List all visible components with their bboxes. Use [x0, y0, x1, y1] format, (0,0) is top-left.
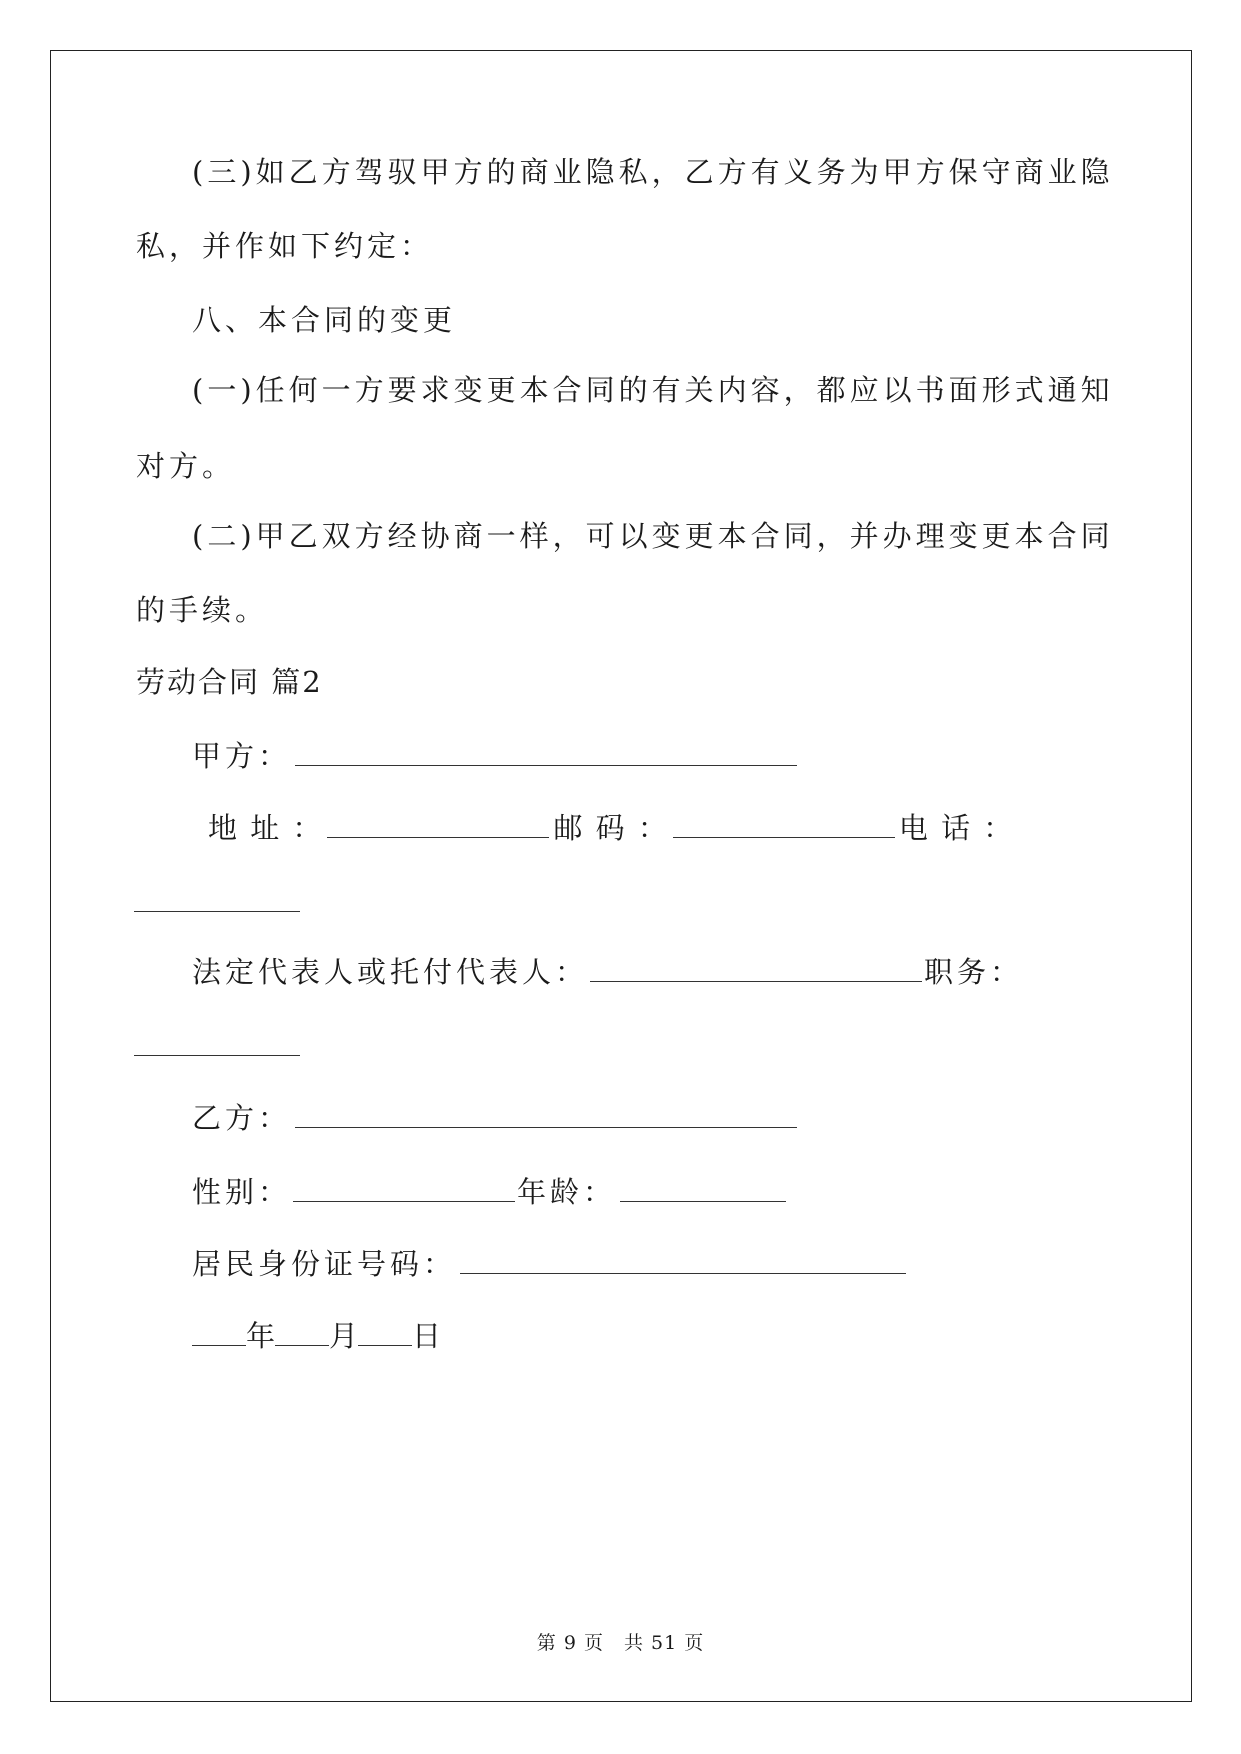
- position-label: 职务：: [924, 955, 1024, 989]
- address-row: [208, 810, 1014, 846]
- paragraph-3-line-2: 私，并作如下约定：: [136, 229, 434, 263]
- party-a-blank[interactable]: [295, 739, 797, 766]
- party-b-blank[interactable]: [295, 1101, 797, 1128]
- phone-label: 电 话 ：: [898, 811, 1015, 845]
- phone-blank[interactable]: [134, 885, 300, 912]
- paragraph-8-1-line-1: (一)任何一方要求变更本合同的有关内容，都应以书面形式通知: [192, 373, 1114, 407]
- paragraph-3-line-1: (三)如乙方驾驭甲方的商业隐私，乙方有义务为甲方保守商业隐: [192, 155, 1114, 189]
- paragraph-8-1-line-2: 对方。: [136, 449, 236, 483]
- month-blank[interactable]: [275, 1319, 329, 1346]
- id-number-blank[interactable]: [460, 1247, 906, 1274]
- contract-heading-2: 劳动合同 篇2: [136, 665, 323, 699]
- age-label: 年龄：: [517, 1175, 617, 1209]
- gender-label: 性别：: [192, 1175, 292, 1209]
- id-number-label: 居民身份证号码：: [192, 1247, 457, 1281]
- address-label: 地 址 ：: [208, 811, 324, 845]
- address-blank[interactable]: [327, 811, 549, 838]
- day-label: 日: [412, 1319, 442, 1353]
- party-a-label: 甲方：: [192, 739, 292, 773]
- representative-row: [192, 954, 1023, 990]
- gender-age-row: [192, 1174, 790, 1210]
- postcode-label: 邮 码 ：: [553, 811, 669, 845]
- representative-label: 法定代表人或托付代表人：: [192, 955, 589, 989]
- page-border: [50, 50, 1192, 1702]
- section-8-title: 八、本合同的变更: [192, 303, 457, 337]
- position-row: [134, 1028, 300, 1064]
- year-label: 年: [246, 1319, 276, 1353]
- day-blank[interactable]: [358, 1319, 412, 1346]
- year-blank[interactable]: [192, 1319, 246, 1346]
- paragraph-8-2-line-2: 的手续。: [136, 593, 269, 627]
- party-b-row: [192, 1100, 801, 1136]
- month-label: 月: [329, 1319, 359, 1353]
- party-b-label: 乙方：: [192, 1101, 292, 1135]
- gender-blank[interactable]: [293, 1175, 515, 1202]
- postcode-blank[interactable]: [673, 811, 895, 838]
- age-blank[interactable]: [620, 1175, 786, 1202]
- party-a-row: [192, 738, 801, 774]
- representative-blank[interactable]: [590, 955, 922, 982]
- id-number-row: [192, 1246, 910, 1282]
- position-blank[interactable]: [134, 1029, 300, 1056]
- date-row: [192, 1318, 441, 1354]
- phone-row: [134, 884, 300, 920]
- page-number: 第 9 页 共 51 页: [536, 1632, 705, 1654]
- paragraph-8-2-line-1: (二)甲乙双方经协商一样，可以变更本合同，并办理变更本合同: [192, 519, 1114, 553]
